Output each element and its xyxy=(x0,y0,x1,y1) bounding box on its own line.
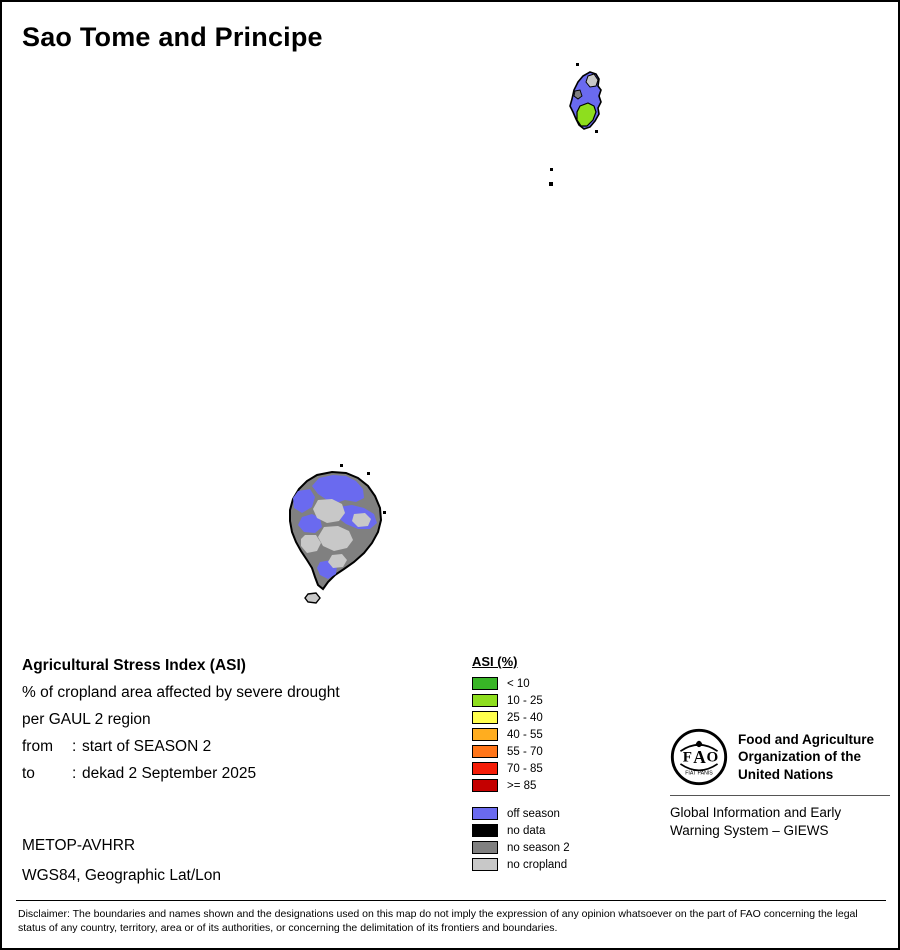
islet-rolas xyxy=(305,593,320,603)
sensor-block xyxy=(22,837,221,897)
svg-text:FIAT PANIS: FIAT PANIS xyxy=(685,770,713,777)
info-to-colon: : xyxy=(72,765,77,782)
info-to-row xyxy=(22,765,442,783)
legend-label: no season 2 xyxy=(507,841,570,854)
projection-name: WGS84, Geographic Lat/Lon xyxy=(22,867,222,884)
info-heading: Agricultural Stress Index (ASI) xyxy=(22,657,246,674)
legend-item xyxy=(472,760,570,777)
legend-label: >= 85 xyxy=(507,779,537,792)
info-from-value: start of SEASON 2 xyxy=(82,738,212,755)
info-subtitle: % of cropland area affected by severe drought xyxy=(22,684,340,701)
legend-title: ASI (%) xyxy=(472,654,518,669)
legend-swatch xyxy=(472,807,498,820)
fao-block xyxy=(670,728,890,839)
svg-text:A: A xyxy=(693,746,706,767)
legend-item xyxy=(472,777,570,794)
info-region-level: per GAUL 2 region xyxy=(22,711,151,728)
legend-item xyxy=(472,856,570,873)
fao-divider xyxy=(670,795,890,796)
legend-swatch xyxy=(472,779,498,792)
legend-label: 40 - 55 xyxy=(507,728,543,741)
legend-swatch xyxy=(472,711,498,724)
legend-swatch xyxy=(472,728,498,741)
legend-swatch xyxy=(472,694,498,707)
fao-name-line1: Food and Agriculture xyxy=(738,732,874,748)
legend-label: 55 - 70 xyxy=(507,745,543,758)
sensor-name: METOP-AVHRR xyxy=(22,837,136,854)
legend-swatch xyxy=(472,762,498,775)
legend-item xyxy=(472,839,570,856)
svg-text:F: F xyxy=(682,749,692,766)
legend-swatch xyxy=(472,824,498,837)
info-from-colon: : xyxy=(72,738,77,755)
principe-island xyxy=(570,63,601,133)
legend-item xyxy=(472,822,570,839)
giews-line2: Warning System – GIEWS xyxy=(670,822,829,838)
page-title: Sao Tome and Principe xyxy=(22,22,323,52)
legend-label: 10 - 25 xyxy=(507,694,543,707)
asi-legend xyxy=(472,654,570,873)
giews-name xyxy=(670,804,890,839)
fao-organization-name xyxy=(738,731,874,783)
legend-item xyxy=(472,709,570,726)
legend-swatch xyxy=(472,677,498,690)
legend-item xyxy=(472,805,570,822)
info-from-row xyxy=(22,738,442,756)
legend-label: no cropland xyxy=(507,858,568,871)
legend-label: 25 - 40 xyxy=(507,711,543,724)
legend-item xyxy=(472,692,570,709)
legend-swatch xyxy=(472,858,498,871)
info-from-key: from xyxy=(22,738,53,755)
info-to-key: to xyxy=(22,765,35,782)
info-to-value: dekad 2 September 2025 xyxy=(82,765,257,782)
sao-tome-island xyxy=(290,464,386,589)
svg-text:O: O xyxy=(706,749,719,766)
legend-swatch xyxy=(472,841,498,854)
legend-item xyxy=(472,743,570,760)
legend-label: 70 - 85 xyxy=(507,762,543,775)
fao-name-line3: United Nations xyxy=(738,766,834,782)
disclaimer-text: Disclaimer: The boundaries and names shown and the designations used on this map do not imply the expression of any opinion whatsoever on the part of FAO concerning the legal status of any country, territory, area or of its authorities, or concerning the delimitation of its frontiers and boundaries. xyxy=(18,908,858,935)
legend-item xyxy=(472,726,570,743)
legend-label: < 10 xyxy=(507,677,530,690)
fao-header xyxy=(670,728,890,786)
disclaimer-divider xyxy=(16,900,886,901)
giews-line1: Global Information and Early xyxy=(670,805,842,820)
legend-label: no data xyxy=(507,824,546,837)
fao-name-line2: Organization of the xyxy=(738,749,861,765)
legend-spacer xyxy=(472,794,570,805)
legend-item xyxy=(472,675,570,692)
legend-label: off season xyxy=(507,807,560,820)
info-block xyxy=(22,657,442,792)
legend-swatch xyxy=(472,745,498,758)
fao-logo-icon xyxy=(670,728,728,786)
islet-north xyxy=(549,168,553,186)
